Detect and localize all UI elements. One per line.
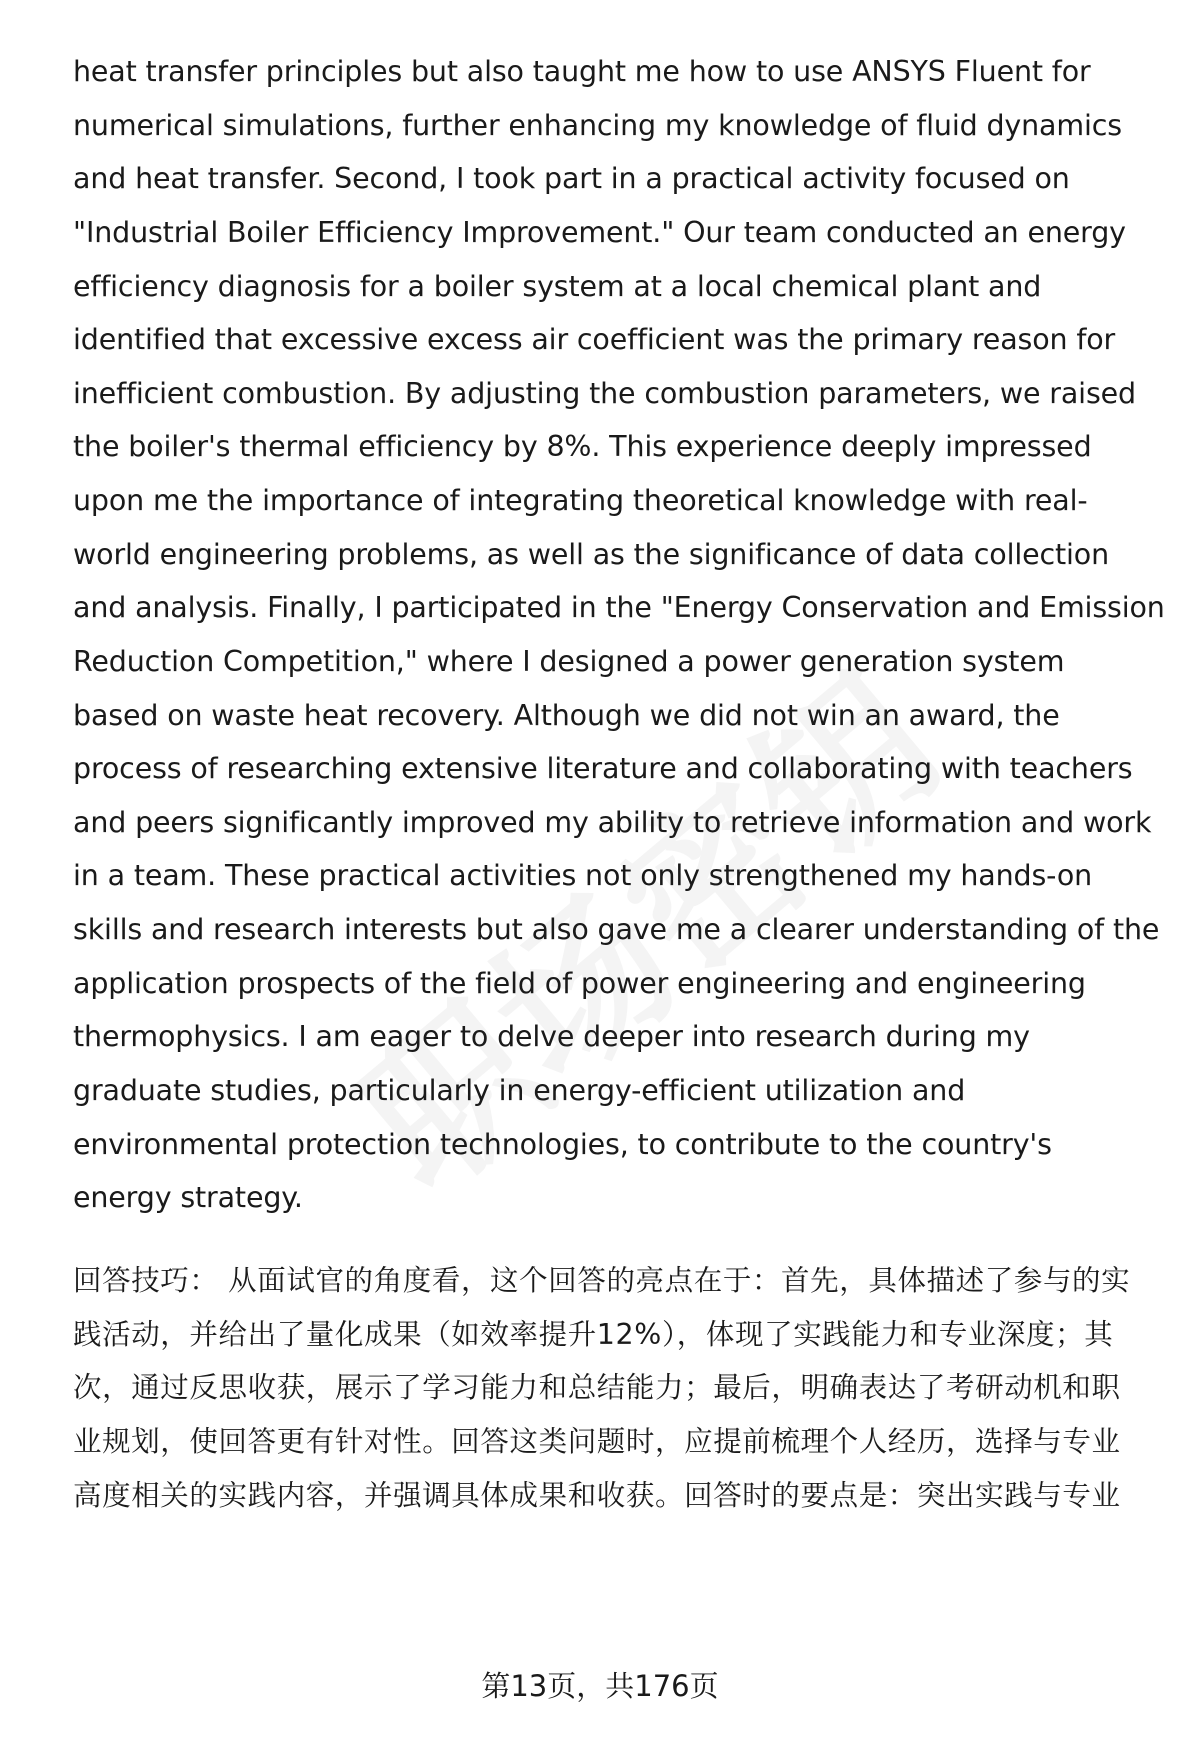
answer-line: graduate studies, particularly in energy-efficient utilization and [73, 1074, 966, 1107]
answer-line: thermophysics. I am eager to delve deeper into research during my [73, 1020, 1030, 1053]
answer-line: numerical simulations, further enhancing my knowledge of fluid dynamics [73, 109, 1122, 142]
answer-line: Reduction Competition," where I designed a power generation system [73, 645, 1065, 678]
answer-line: efficiency diagnosis for a boiler system at a local chemical plant and [73, 270, 1042, 303]
answer-line: application prospects of the field of power engineering and engineering [73, 967, 1086, 1000]
tips-line: 业规划，使回答更有针对性。回答这类问题时，应提前梳理个人经历，选择与专业 [73, 1425, 1121, 1458]
answer-line: upon me the importance of integrating theoretical knowledge with real- [73, 484, 1088, 517]
answer-line: and peers significantly improved my ability to retrieve information and work [73, 806, 1152, 839]
answer-line: the boiler's thermal efficiency by 8%. This experience deeply impressed [73, 430, 1092, 463]
answer-line: inefficient combustion. By adjusting the combustion parameters, we raised [73, 377, 1136, 410]
answer-line: energy strategy. [73, 1181, 303, 1214]
answer-line: skills and research interests but also gave me a clearer understanding of the [73, 913, 1160, 946]
tips-line: 回答技巧： 从面试官的角度看，这个回答的亮点在于：首先，具体描述了参与的实 [73, 1264, 1131, 1297]
page-number: 第13页，共176页 [481, 1669, 719, 1703]
tips-line: 次，通过反思收获，展示了学习能力和总结能力；最后，明确表达了考研动机和职 [73, 1371, 1121, 1404]
tips-line: 高度相关的实践内容，并强调具体成果和收获。回答时的要点是：突出实践与专业 [73, 1479, 1121, 1512]
tips-line: 践活动，并给出了量化成果（如效率提升12%），体现了实践能力和专业深度；其 [73, 1318, 1114, 1351]
answer-line: based on waste heat recovery. Although we did not win an award, the [73, 699, 1060, 732]
answer-line: world engineering problems, as well as the significance of data collection [73, 538, 1109, 571]
answer-line: in a team. These practical activities not only strengthened my hands-on [73, 859, 1093, 892]
answer-line: and analysis. Finally, I participated in the "Energy Conservation and Emission [73, 591, 1165, 624]
answer-line: process of researching extensive literature and collaborating with teachers [73, 752, 1133, 785]
answer-line: environmental protection technologies, to contribute to the country's [73, 1128, 1052, 1161]
answer-line: heat transfer principles but also taught me how to use ANSYS Fluent for [73, 55, 1091, 88]
answer-line: and heat transfer. Second, I took part in a practical activity focused on [73, 162, 1070, 195]
answer-line: identified that excessive excess air coefficient was the primary reason for [73, 323, 1116, 356]
answer-line: "Industrial Boiler Efficiency Improvement." Our team conducted an energy [73, 216, 1126, 249]
